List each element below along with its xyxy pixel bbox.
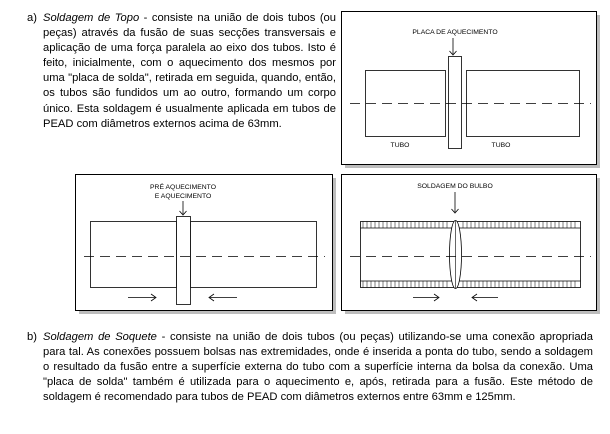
diagram-placa-label: PLACA DE AQUECIMENTO [412,29,498,36]
diagram-pre-aquecimento [76,175,337,315]
diagram-pre-label-line2: E AQUECIMENTO [154,193,212,200]
diagram-pre-label-line1: PRÉ AQUECIMENTO [150,184,216,191]
diagram-soldagem-bulbo [342,175,601,315]
diagram-placa-tube-right-label: TUBO [491,142,511,149]
diagram-bulbo-label: SOLDAGEM DO BULBO [417,183,493,190]
section-b-body: - consiste na união de dois tubos (ou peças) utilizando-se uma conexão apropriada para tal. As conexões possuem bolsas nas extremidades, onde é inserida a ponta do tubo, sendo a soldagem o resultado da fusão entre a superfície externa do tubo com a superfície interna da bolsa da conexão. Uma "placa de solda" também é utilizada para o aquecimento e, após, retirada para a fusão. Este método de soldagem é recomendado para tubos de PEAD com diâmetros externos entre 63mm e 125mm. [43,331,594,404]
diagram-placa-plate [449,57,462,149]
section-a-marker: a) [27,12,37,24]
diagram-pre-plate [177,217,191,305]
section-b-marker: b) [27,331,37,343]
diagram-bulbo-panel [342,175,597,311]
diagram-placa-aquecimento [342,12,601,169]
diagram-placa-tube-left-label: TUBO [390,142,410,149]
section-a-title: Soldagem de Topo [43,12,140,24]
section-a-body: - consiste na união de dois tubos (ou peças) através da fusão de suas secções transversais e aplicação de uma força paralela ao eixo dos tubos. Isto é feito, inicialmente, com o aquecimento dos mesmos por uma "placa de solda", retirada em seguida, quando, então, os tubos são fundidos um ao outro, formando um corpo único. Esta soldagem é usualmente aplicada em tubos de PEAD com diâmetros externos acima de 63mm. [43,12,336,130]
section-b-title: Soldagem de Soquete [43,331,157,343]
